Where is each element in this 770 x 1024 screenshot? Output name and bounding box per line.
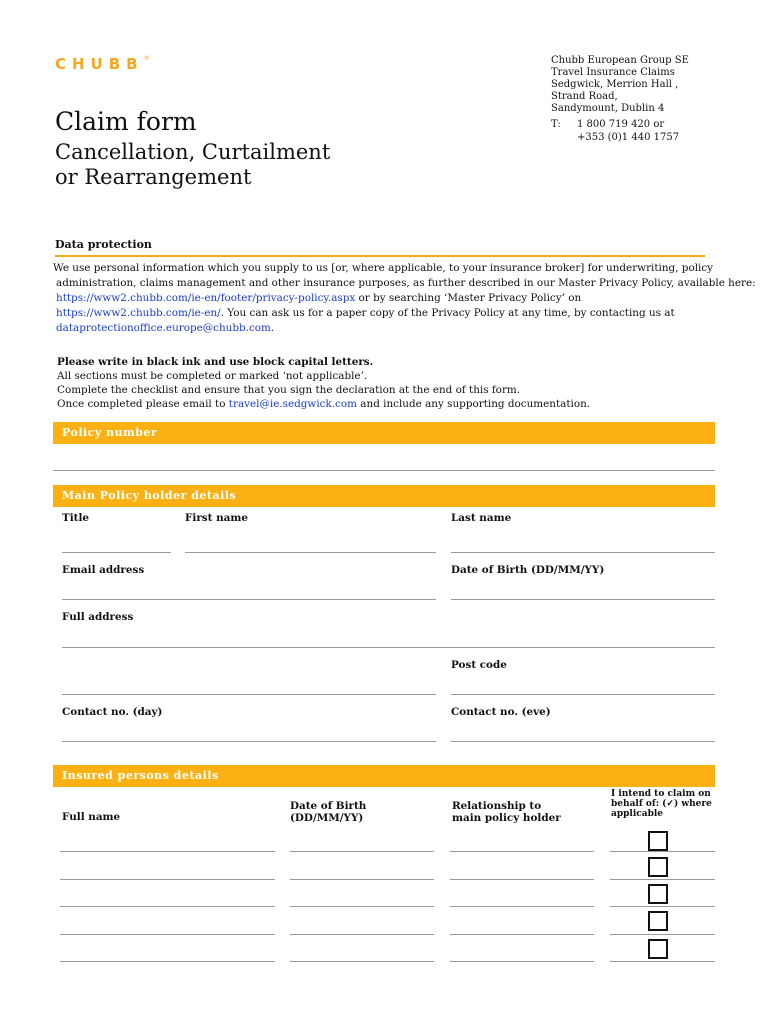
col-dob-line: Date of Birth	[290, 800, 367, 812]
section-divider	[55, 255, 705, 257]
claims-email-link[interactable]: travel@ie.sedgwick.com	[228, 398, 357, 410]
instruction-line	[57, 397, 590, 411]
phone-number-1: 1 800 719 420 or	[577, 119, 665, 130]
insured-relationship-field[interactable]	[450, 961, 594, 962]
insured-dob-field[interactable]	[290, 906, 434, 907]
claim-checkbox[interactable]	[648, 857, 668, 877]
insured-dob-field[interactable]	[290, 851, 434, 852]
instruction-fragment: and include any supporting documentation.	[357, 398, 591, 410]
claim-checkbox[interactable]	[648, 831, 668, 851]
dp-line: administration, claims management and other insurance purposes, as further described in our Master Privacy Policy, available here:	[56, 277, 756, 289]
address-line: Sedgwick, Merrion Hall ,	[551, 79, 679, 90]
col-claim-line: I intend to claim on	[611, 789, 711, 799]
first-name-label: First name	[185, 512, 248, 524]
col-claim-on-behalf	[611, 789, 712, 819]
checkbox-row-line	[610, 906, 715, 907]
insured-relationship-field[interactable]	[450, 934, 594, 935]
dob-label: Date of Birth (DD/MM/YY)	[451, 564, 605, 576]
dob-field[interactable]	[451, 599, 715, 600]
phone-label: T:	[551, 119, 561, 130]
dp-text-fragment: . You can ask us for a paper copy of the Privacy Policy at any time, by contacting us at	[220, 307, 675, 319]
col-relationship-line: Relationship to	[452, 800, 542, 812]
policy-number-header: Policy number	[53, 422, 715, 444]
dp-line	[53, 321, 743, 336]
contact-eve-label: Contact no. (eve)	[451, 706, 551, 718]
instructions	[57, 355, 590, 411]
insured-name-field[interactable]	[60, 906, 275, 907]
full-address-label: Full address	[62, 611, 134, 623]
instruction-line: Complete the checklist and ensure that you sign the declaration at the end of this form.	[57, 384, 521, 396]
insured-dob-field[interactable]	[290, 879, 434, 880]
claim-checkbox[interactable]	[648, 884, 668, 904]
address-field-line-2[interactable]	[62, 694, 436, 695]
data-protection-heading: Data protection	[55, 238, 152, 251]
email-field[interactable]	[62, 599, 436, 600]
dp-text-fragment: .	[270, 322, 275, 334]
address-line: Strand Road,	[551, 91, 618, 102]
checkbox-row-line	[610, 934, 715, 935]
insured-name-field[interactable]	[60, 851, 275, 852]
insured-dob-field[interactable]	[290, 934, 434, 935]
col-dob	[290, 800, 366, 824]
col-claim-line: applicable	[611, 809, 664, 819]
last-name-field[interactable]	[451, 552, 715, 553]
insured-name-field[interactable]	[60, 879, 275, 880]
dp-text-fragment: or by searching ‘Master Privacy Policy’ on	[355, 292, 582, 304]
subtitle-line-2: or Rearrangement	[55, 165, 252, 189]
col-dob-line: (DD/MM/YY)	[290, 812, 364, 824]
privacy-policy-link[interactable]: https://www2.chubb.com/ie-en/footer/privacy-policy.aspx	[56, 292, 356, 304]
instruction-fragment: Once completed please email to	[57, 398, 229, 410]
claim-checkbox[interactable]	[648, 911, 668, 931]
policy-number-field[interactable]	[53, 470, 715, 471]
chubb-ie-link[interactable]: https://www2.chubb.com/ie-en/	[56, 307, 221, 319]
col-relationship	[452, 800, 561, 824]
col-claim-line: behalf of: (✓) where	[611, 799, 712, 809]
form-subtitle	[55, 140, 355, 190]
last-name-label: Last name	[451, 512, 512, 524]
subtitle-line-1: Cancellation, Curtailment	[55, 140, 331, 164]
first-name-field[interactable]	[185, 552, 436, 553]
title-field[interactable]	[62, 552, 171, 553]
instruction-bold: Please write in black ink and use block capital letters.	[57, 356, 374, 368]
address-line: Travel Insurance Claims	[551, 67, 675, 78]
insured-name-field[interactable]	[60, 961, 275, 962]
insured-dob-field[interactable]	[290, 961, 434, 962]
insured-persons-header: Insured persons details	[53, 765, 715, 787]
insured-relationship-field[interactable]	[450, 879, 594, 880]
insured-relationship-field[interactable]	[450, 851, 594, 852]
instruction-line: All sections must be completed or marked ‘not applicable’.	[57, 370, 368, 382]
col-full-name: Full name	[62, 811, 121, 823]
insured-relationship-field[interactable]	[450, 906, 594, 907]
phone-number-2: +353 (0)1 440 1757	[577, 132, 680, 143]
address-line: Sandymount, Dublin 4	[551, 103, 665, 114]
col-relationship-line: main policy holder	[452, 812, 561, 824]
post-code-label: Post code	[451, 659, 507, 671]
address-field-line-1[interactable]	[62, 647, 715, 648]
contact-day-field[interactable]	[62, 741, 436, 742]
insured-name-field[interactable]	[60, 934, 275, 935]
chubb-logo: CHUBB®	[55, 55, 150, 73]
checkbox-row-line	[610, 851, 715, 852]
data-protection-text	[53, 261, 756, 336]
contact-eve-field[interactable]	[451, 741, 715, 742]
form-title: Claim form	[55, 107, 197, 136]
post-code-field[interactable]	[451, 694, 715, 695]
address-line: Chubb European Group SE	[551, 55, 689, 66]
dpo-email-link[interactable]: dataprotectionoffice.europe@chubb.com	[56, 322, 271, 334]
title-label: Title	[62, 512, 90, 524]
insurer-address	[551, 55, 689, 115]
email-label: Email address	[62, 564, 145, 576]
checkbox-row-line	[610, 879, 715, 880]
dp-line: We use personal information which you supply to us [or, where applicable, to your insurance broker] for underwriting, policy	[53, 262, 714, 274]
dp-line	[53, 291, 743, 306]
contact-day-label: Contact no. (day)	[62, 706, 163, 718]
claim-checkbox[interactable]	[648, 939, 668, 959]
main-holder-header: Main Policy holder details	[53, 485, 715, 507]
checkbox-row-line	[610, 961, 715, 962]
dp-line	[53, 306, 743, 321]
